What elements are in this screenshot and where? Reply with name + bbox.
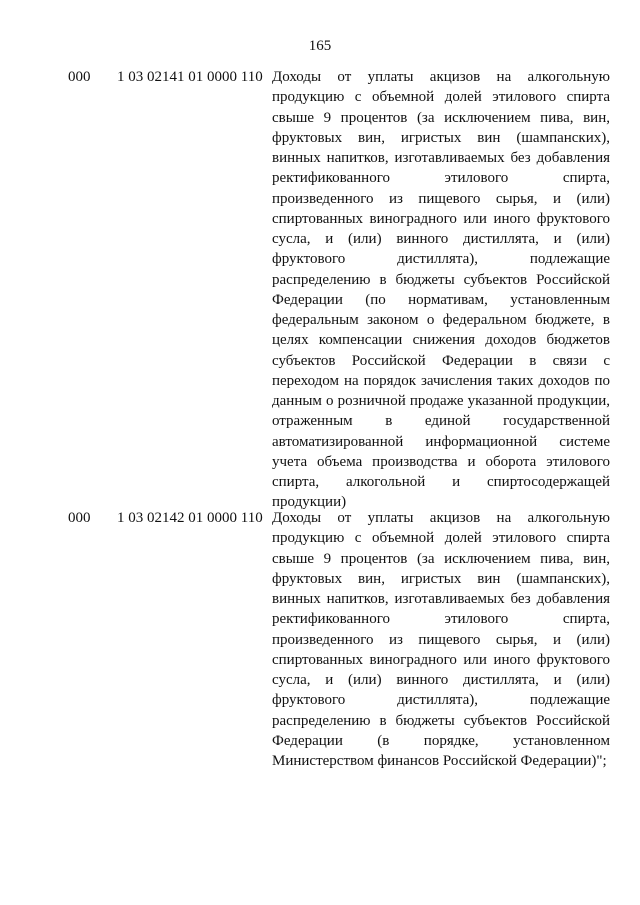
administrator-code: 000 <box>68 510 91 526</box>
revenue-description: Доходы от уплаты акцизов на алкогольную продукцию с объемной долей этилового спирта свыше 9 процентов (за исключением пива, вин, фруктовых вин, игристых вин (шампанских), винных напитков, изготавливаемых без добавления ректификованного этилового спирта, произведенного из пищевого сырья, и (или) спиртованных виноградного или иного фруктового сусла, и (или) винного дистиллята, и (или) фруктового дистиллята), подлежащие распределению в бюджеты субъектов Российской Федерации (в порядке, установленном Министерством финансов Российской Федерации)"; <box>272 510 610 769</box>
administrator-code: 000 <box>68 69 91 85</box>
budget-classification-code: 1 03 02142 01 0000 110 <box>117 510 263 526</box>
page-number: 165 <box>308 38 332 54</box>
revenue-description: Доходы от уплаты акцизов на алкогольную продукцию с объемной долей этилового спирта свыше 9 процентов (за исключением пива, вин, фруктовых вин, игристых вин (шампанских), винных напитков, изготавливаемых без добавления ректификованного этилового спирта, произведенного из пищевого сырья, и (или) спиртованных виноградного или иного фруктового сусла, и (или) винного дистиллята, и (или) фруктового дистиллята), подлежащие распределению в бюджеты субъектов Российской Федерации (по нормативам, установленным федеральным законом о федеральном бюджете, в целях компенсации снижения доходов бюджетов субъектов Российской Федерации в связи с переходом на порядок зачисления таких доходов по данным о розничной продаже указанной продукции, отраженным в единой государственной автоматизированной информационной системе учета объема производства и оборота этилового спирта, алкогольной и спиртосодержащей продукции) <box>272 69 610 511</box>
budget-classification-code: 1 03 02141 01 0000 110 <box>117 69 263 85</box>
